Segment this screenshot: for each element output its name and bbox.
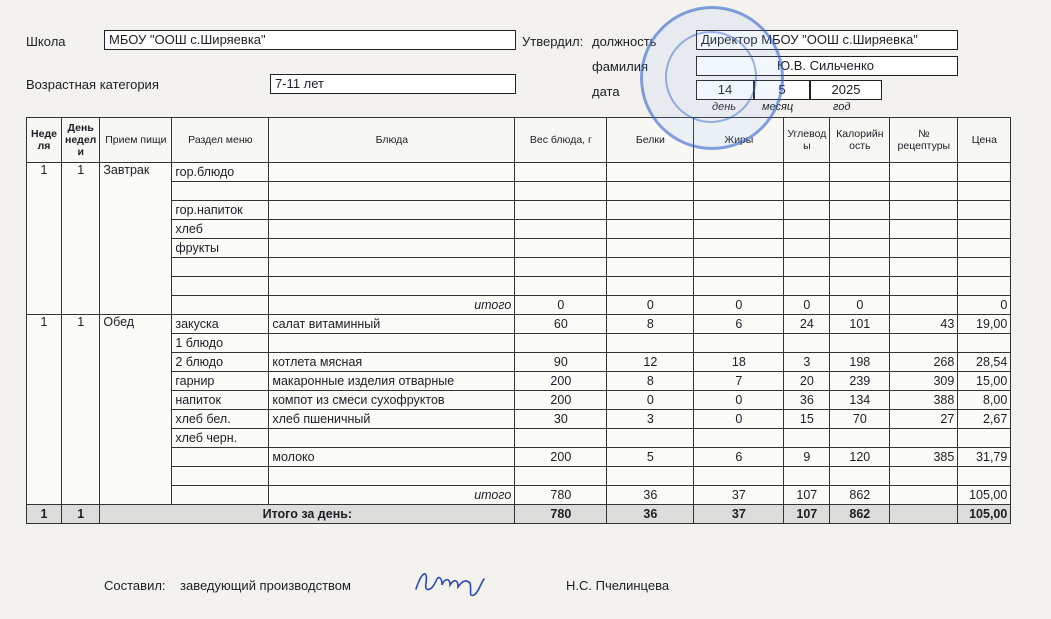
cell-total-price: 105,00 (958, 486, 1011, 505)
day-caption: день (712, 101, 737, 113)
cell-price: 8,00 (958, 391, 1011, 410)
compiled-position: заведующий производством (180, 578, 351, 593)
cell-fat: 6 (694, 448, 784, 467)
cell-recipe (890, 220, 958, 239)
cell-recipe (890, 239, 958, 258)
table-row (27, 372, 1011, 391)
day-total-label: Итого за день: (100, 505, 515, 524)
col-recipe: № рецептуры (890, 118, 958, 163)
cell-recipe (890, 163, 958, 182)
cell-protein: 3 (607, 410, 694, 429)
cell-carb (784, 258, 830, 277)
cell-protein (607, 220, 694, 239)
table-row (27, 353, 1011, 372)
cell-section: напиток (172, 391, 269, 410)
col-calories: Калорийн ость (830, 118, 890, 163)
position-field: Директор МБОУ "ООШ с.Ширяевка" (696, 30, 958, 50)
cell-recipe (890, 467, 958, 486)
cell-section: 1 блюдо (172, 334, 269, 353)
menu-table (26, 117, 1011, 524)
cell-price: 28,54 (958, 353, 1011, 372)
cell-section (172, 486, 269, 505)
col-weight: Вес блюда, г (515, 118, 607, 163)
cell-fat: 18 (694, 353, 784, 372)
cell-kcal (830, 163, 890, 182)
table-row (27, 448, 1011, 467)
cell-dish (269, 334, 515, 353)
table-row (27, 429, 1011, 448)
cell-kcal (830, 182, 890, 201)
table-row (27, 334, 1011, 353)
cell-dish: салат витаминный (269, 315, 515, 334)
cell-recipe: 268 (890, 353, 958, 372)
cell-recipe: 43 (890, 315, 958, 334)
compiled-name: Н.С. Пчелинцева (566, 578, 670, 593)
cell-protein (607, 467, 694, 486)
school-label: Школа (26, 34, 66, 49)
cell-protein: 5 (607, 448, 694, 467)
cell-total-carb: 0 (784, 296, 830, 315)
cell-dish: молоко (269, 448, 515, 467)
cell-price: 31,79 (958, 448, 1011, 467)
cell-recipe: 309 (890, 372, 958, 391)
cell-weight: 200 (515, 372, 607, 391)
cell-protein (607, 182, 694, 201)
col-day: День недел и (62, 118, 100, 163)
cell-protein (607, 258, 694, 277)
cell-recipe (890, 201, 958, 220)
cell-protein (607, 277, 694, 296)
cell-price (958, 201, 1011, 220)
cell-section: гор.напиток (172, 201, 269, 220)
cell-recipe (890, 334, 958, 353)
cell-dish: хлеб пшеничный (269, 410, 515, 429)
cell-carb (784, 163, 830, 182)
cell-section (172, 258, 269, 277)
cell-total-fat: 0 (694, 296, 784, 315)
cell-price (958, 220, 1011, 239)
cell-section: хлеб (172, 220, 269, 239)
cell-carb (784, 201, 830, 220)
cell-dish: макаронные изделия отварные (269, 372, 515, 391)
cell-section: хлеб черн. (172, 429, 269, 448)
cell-fat (694, 467, 784, 486)
cell-dish: компот из смеси сухофруктов (269, 391, 515, 410)
cell-price: 2,67 (958, 410, 1011, 429)
cell-total-kcal: 0 (830, 296, 890, 315)
cell-price (958, 163, 1011, 182)
cell-fat (694, 258, 784, 277)
cell-carb: 15 (784, 410, 830, 429)
signature-icon (412, 565, 486, 599)
table-row (27, 201, 1011, 220)
cell-carb (784, 239, 830, 258)
age-category-label: Возрастная категория (26, 77, 159, 92)
cell-fat (694, 429, 784, 448)
cell-protein: 8 (607, 315, 694, 334)
cell-section (172, 277, 269, 296)
cell-total-carb: 107 (784, 486, 830, 505)
cell-kcal (830, 277, 890, 296)
cell-total-kcal: 862 (830, 486, 890, 505)
cell-kcal (830, 220, 890, 239)
approved-label: Утвердил: (522, 34, 584, 49)
age-category-field: 7-11 лет (270, 74, 516, 94)
cell-price (958, 467, 1011, 486)
cell-dish (269, 182, 515, 201)
surname-label: фамилия (592, 59, 649, 74)
date-day-field: 14 (696, 80, 754, 100)
cell-kcal: 239 (830, 372, 890, 391)
school-field: МБОУ "ООШ с.Ширяевка" (104, 30, 516, 50)
cell-dish (269, 277, 515, 296)
cell-week: 1 (27, 505, 62, 524)
col-week: Неде ля (27, 118, 62, 163)
cell-total-fat: 37 (694, 486, 784, 505)
cell-weight (515, 201, 607, 220)
cell-section: гарнир (172, 372, 269, 391)
cell-carb: 9 (784, 448, 830, 467)
cell-recipe: 27 (890, 410, 958, 429)
cell-recipe (890, 277, 958, 296)
date-year-field: 2025 (810, 80, 882, 100)
cell-section (172, 467, 269, 486)
surname-field: Ю.В. Сильченко (696, 56, 958, 76)
cell-total-weight: 780 (515, 486, 607, 505)
year-caption: год (833, 101, 851, 113)
col-price: Цена (958, 118, 1011, 163)
cell-dish: котлета мясная (269, 353, 515, 372)
cell-section: 2 блюдо (172, 353, 269, 372)
col-section: Раздел меню (172, 118, 269, 163)
cell-weight: 30 (515, 410, 607, 429)
cell-dish (269, 163, 515, 182)
cell-meal: Завтрак (100, 163, 172, 315)
cell-fat (694, 277, 784, 296)
cell-kcal (830, 429, 890, 448)
cell-protein (607, 201, 694, 220)
cell-price (958, 277, 1011, 296)
cell-weight: 200 (515, 448, 607, 467)
cell-day-total-carb: 107 (784, 505, 830, 524)
cell-dish (269, 239, 515, 258)
cell-recipe (890, 258, 958, 277)
cell-kcal (830, 334, 890, 353)
cell-protein (607, 163, 694, 182)
cell-dish (269, 258, 515, 277)
table-row (27, 467, 1011, 486)
cell-carb: 20 (784, 372, 830, 391)
cell-kcal: 120 (830, 448, 890, 467)
cell-day-total-fat: 37 (694, 505, 784, 524)
cell-carb (784, 277, 830, 296)
cell-protein: 12 (607, 353, 694, 372)
cell-fat (694, 163, 784, 182)
cell-meal: Обед (100, 315, 172, 505)
cell-protein: 8 (607, 372, 694, 391)
cell-subtotal-label: итого (269, 486, 515, 505)
cell-section (172, 296, 269, 315)
cell-weight (515, 182, 607, 201)
cell-week: 1 (27, 315, 62, 505)
cell-fat (694, 239, 784, 258)
cell-carb: 3 (784, 353, 830, 372)
position-label: должность (592, 34, 657, 49)
cell-recipe (890, 429, 958, 448)
cell-fat: 0 (694, 410, 784, 429)
cell-price (958, 239, 1011, 258)
cell-dish (269, 429, 515, 448)
cell-fat: 0 (694, 391, 784, 410)
cell-weight: 90 (515, 353, 607, 372)
cell-protein: 0 (607, 391, 694, 410)
cell-dish (269, 201, 515, 220)
cell-kcal (830, 467, 890, 486)
cell-price (958, 334, 1011, 353)
date-month-field: 5 (754, 80, 810, 100)
cell-total-weight: 0 (515, 296, 607, 315)
cell-carb (784, 182, 830, 201)
cell-weight (515, 163, 607, 182)
col-meal: Прием пищи (100, 118, 172, 163)
compiled-label: Составил: (104, 578, 166, 593)
cell-kcal (830, 258, 890, 277)
cell-price: 15,00 (958, 372, 1011, 391)
cell-carb: 36 (784, 391, 830, 410)
cell-day-total-recipe (890, 505, 958, 524)
cell-carb (784, 467, 830, 486)
cell-day: 1 (62, 163, 100, 315)
col-carbs: Углевод ы (784, 118, 830, 163)
cell-weight: 60 (515, 315, 607, 334)
cell-kcal (830, 239, 890, 258)
cell-section: хлеб бел. (172, 410, 269, 429)
cell-week: 1 (27, 163, 62, 315)
cell-price (958, 429, 1011, 448)
cell-kcal: 134 (830, 391, 890, 410)
table-header-row (27, 118, 1011, 163)
cell-weight (515, 467, 607, 486)
cell-price (958, 182, 1011, 201)
seal-stamp (640, 6, 784, 150)
cell-protein (607, 334, 694, 353)
cell-dish (269, 220, 515, 239)
table-row (27, 163, 1011, 182)
cell-kcal: 70 (830, 410, 890, 429)
subtotal-row (27, 486, 1011, 505)
day-total-row (27, 505, 1011, 524)
table-row (27, 391, 1011, 410)
cell-fat (694, 201, 784, 220)
cell-day-total-price: 105,00 (958, 505, 1011, 524)
cell-weight (515, 277, 607, 296)
cell-weight (515, 239, 607, 258)
cell-total-protein: 0 (607, 296, 694, 315)
col-protein: Белки (607, 118, 694, 163)
cell-day: 1 (62, 315, 100, 505)
cell-recipe: 385 (890, 448, 958, 467)
cell-protein (607, 429, 694, 448)
table-row (27, 410, 1011, 429)
cell-day: 1 (62, 505, 100, 524)
cell-recipe: 388 (890, 391, 958, 410)
cell-dish (269, 467, 515, 486)
cell-weight: 200 (515, 391, 607, 410)
cell-section: гор.блюдо (172, 163, 269, 182)
col-fat: Жиры (694, 118, 784, 163)
cell-fat: 6 (694, 315, 784, 334)
cell-kcal (830, 201, 890, 220)
cell-kcal: 101 (830, 315, 890, 334)
cell-total-price: 0 (958, 296, 1011, 315)
cell-section (172, 182, 269, 201)
cell-carb: 24 (784, 315, 830, 334)
table-row (27, 258, 1011, 277)
cell-weight (515, 334, 607, 353)
cell-price: 19,00 (958, 315, 1011, 334)
subtotal-row (27, 296, 1011, 315)
cell-protein (607, 239, 694, 258)
cell-subtotal-label: итого (269, 296, 515, 315)
cell-carb (784, 220, 830, 239)
cell-total-protein: 36 (607, 486, 694, 505)
cell-section: фрукты (172, 239, 269, 258)
cell-weight (515, 258, 607, 277)
cell-day-total-protein: 36 (607, 505, 694, 524)
table-row (27, 220, 1011, 239)
table-row (27, 315, 1011, 334)
cell-fat (694, 182, 784, 201)
table-row (27, 277, 1011, 296)
cell-carb (784, 429, 830, 448)
cell-kcal: 198 (830, 353, 890, 372)
cell-fat (694, 334, 784, 353)
cell-total-recipe (890, 486, 958, 505)
cell-weight (515, 220, 607, 239)
cell-day-total-kcal: 862 (830, 505, 890, 524)
table-row (27, 239, 1011, 258)
cell-weight (515, 429, 607, 448)
table-row (27, 182, 1011, 201)
date-label: дата (592, 84, 620, 99)
cell-fat (694, 220, 784, 239)
cell-price (958, 258, 1011, 277)
cell-recipe (890, 182, 958, 201)
cell-total-recipe (890, 296, 958, 315)
cell-fat: 7 (694, 372, 784, 391)
cell-carb (784, 334, 830, 353)
cell-section: закуска (172, 315, 269, 334)
month-caption: месяц (762, 101, 794, 113)
col-dish: Блюда (269, 118, 515, 163)
cell-section (172, 448, 269, 467)
cell-day-total-weight: 780 (515, 505, 607, 524)
